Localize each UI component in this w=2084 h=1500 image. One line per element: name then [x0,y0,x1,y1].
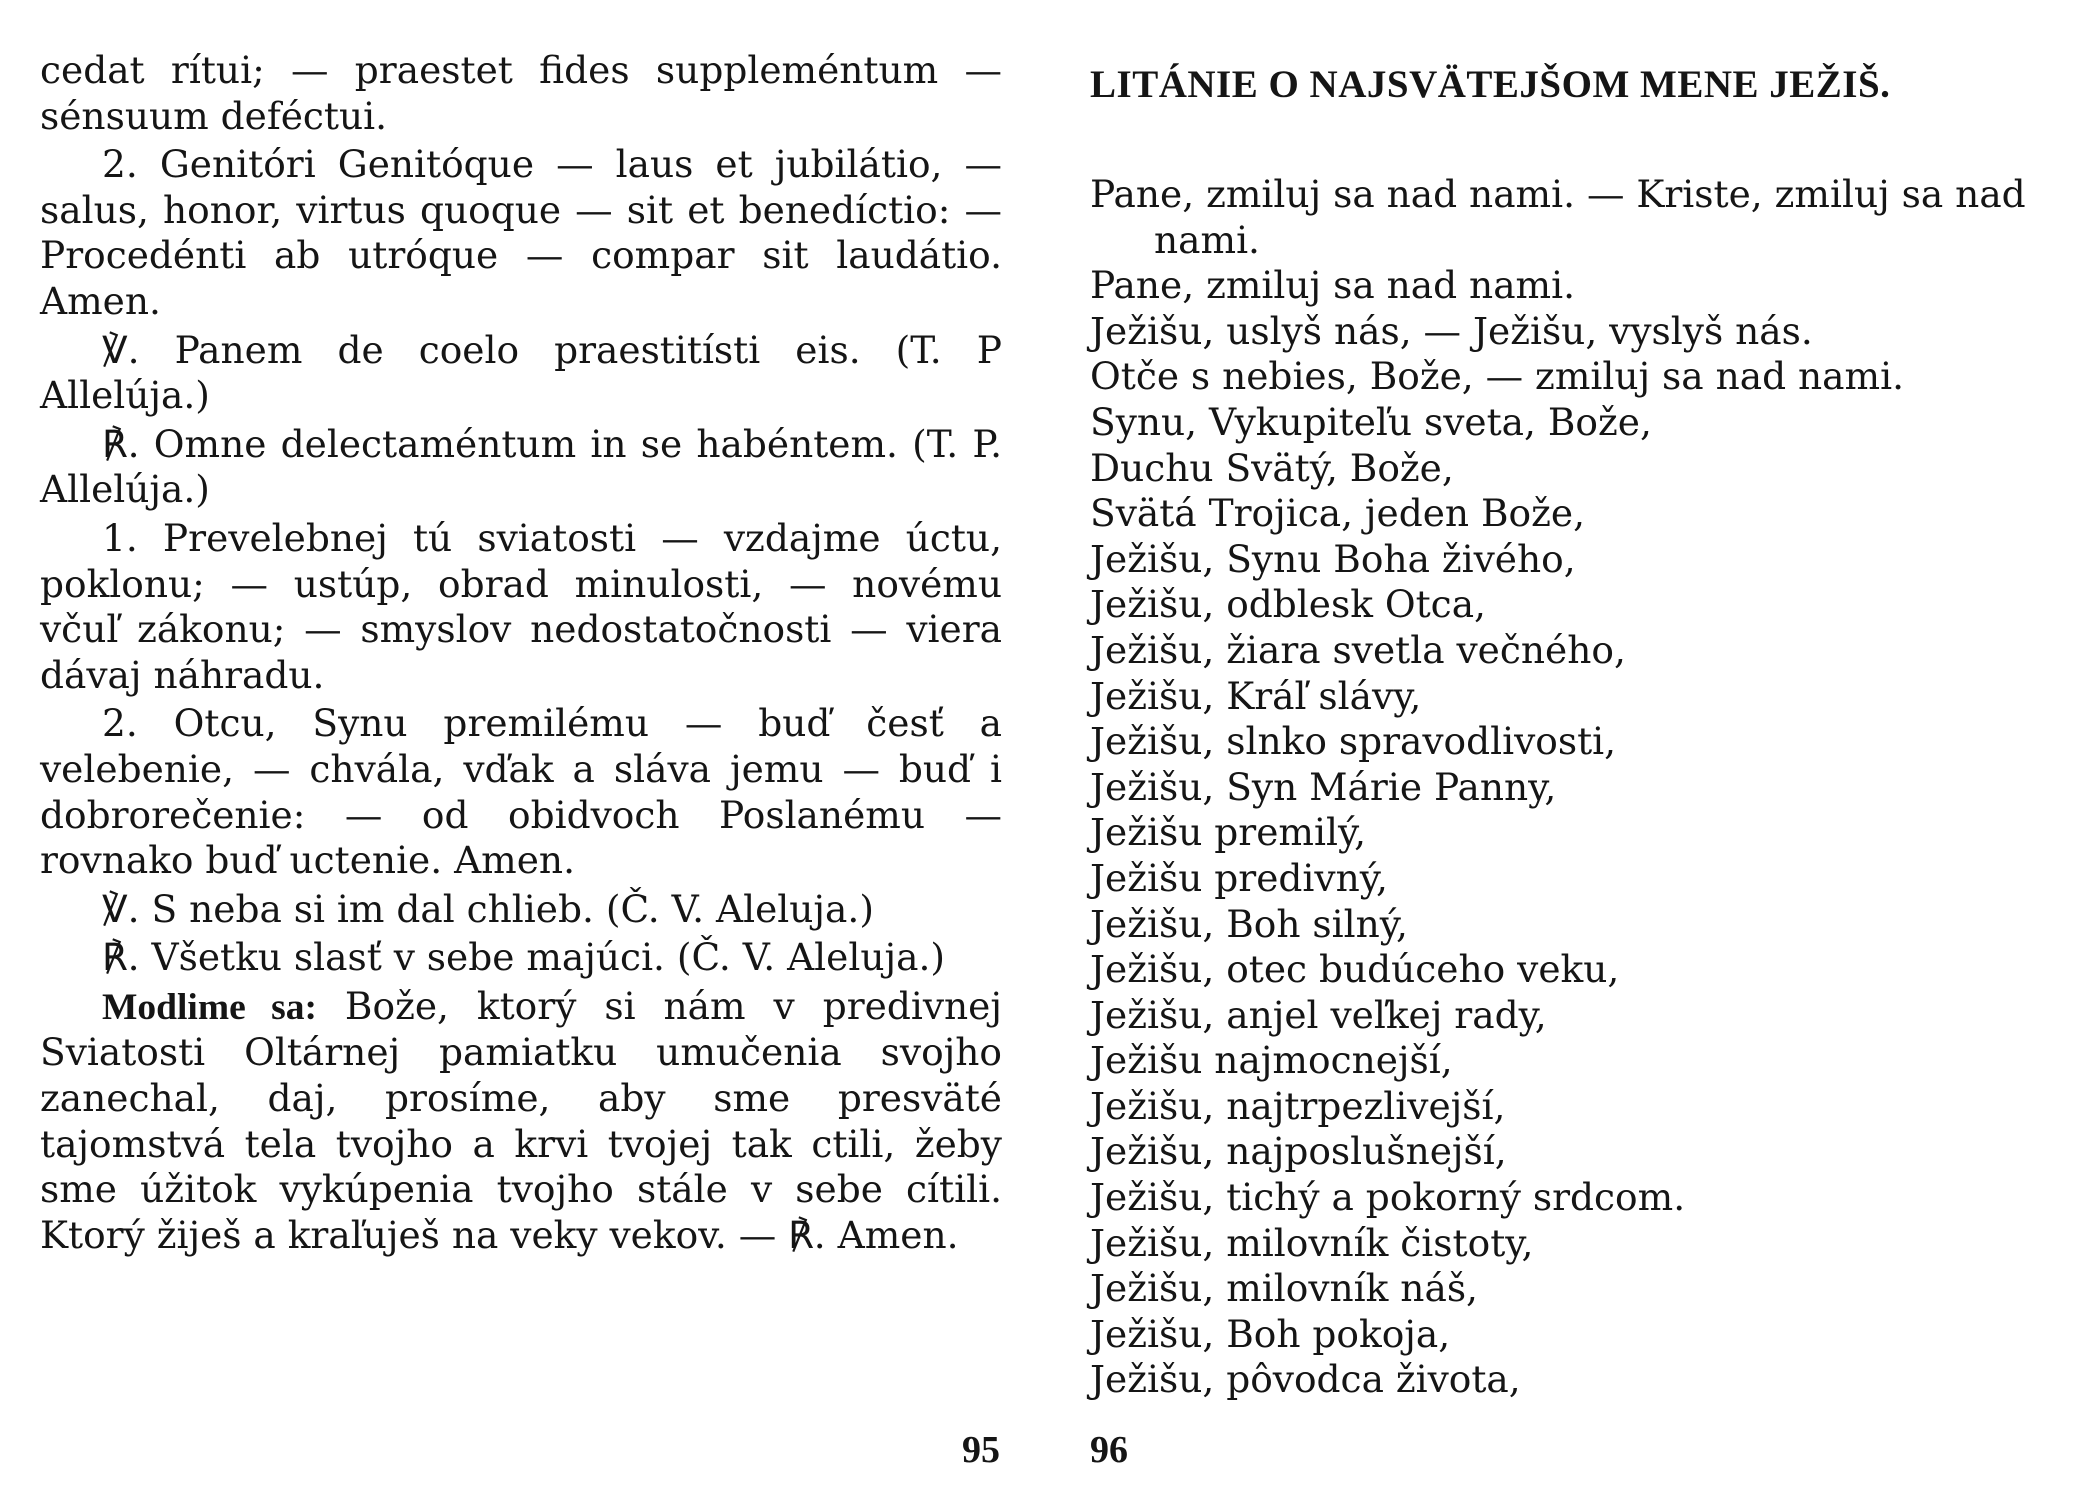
page-number-right: 96 [1090,1429,1128,1471]
litany-line: Ježišu, Syn Márie Panny, [1090,764,1557,809]
hymn-stanza-slovak-1: 1. Prevelebnej tú sviatosti — vzdajme úctu, poklonu; — ustúp, obrad minulosti, — novému včuľ zákonu; — smyslov nedostatočnosti — viera dávaj náhradu. [40,515,1002,697]
litany-line: Ježišu, najtrpezlivejší, [1090,1083,1506,1128]
litany-line: Ježišu, žiara svetla večného, [1090,627,1626,672]
litany-line: Ježišu, najposlušnejší, [1090,1129,1507,1174]
litany-line: Otče s nebies, Bože, — zmiluj sa nad nami. [1090,354,1904,399]
litany-line: Ježišu, Synu Boha živého, [1090,536,1576,581]
litany-line: Ježišu, anjel veľkej rady, [1090,992,1547,1037]
versicle-slovak: ℣. S neba si im dal chlieb. (Č. V. Aleluja.) [102,886,874,931]
left-page-text [40,48,1002,1261]
litany-line: Ježišu, Boh pokoja, [1090,1311,1451,1356]
prayer-lead: Modlime sa: [102,986,317,1028]
litany-line: Svätá Trojica, jeden Bože, [1090,491,1586,536]
response-latin: ℟. Omne delectaméntum in se habéntem. (T. P. Allelúja.) [40,421,1002,512]
litany-list [1090,172,2070,1403]
litany-line: Synu, Vykupiteľu sveta, Bože, [1090,399,1652,444]
hymn-stanza-latin-2: 2. Genitóri Genitóque — laus et jubilátio, — salus, honor, virtus quoque — sit et benedíctio: — Procedénti ab utróque — compar sit laudátio. Amen. [40,142,1002,323]
prayer-text: Bože, ktorý si nám v predivnej Sviatosti Oltárnej pamiatku umučenia svojho zanechal, daj, prosíme, aby sme presväté tajomstvá tela tvojho a krvi tvojej tak ctili, žeby sme úžitok vykúpenia tvojho stále v sebe cítili. Ktorý žiješ a kraľuješ na veky vekov. — ℟. Amen. [40,983,1002,1257]
litany-line: Ježišu, tichý a pokorný srdcom. [1090,1175,1686,1220]
litany-line: Ježišu, odblesk Otca, [1090,582,1486,627]
litany-line: Ježišu, Kráľ slávy, [1090,673,1422,718]
litany-line: Ježišu, milovník náš, [1090,1266,1478,1311]
response-slovak: ℟. Všetku slasť v sebe majúci. (Č. V. Aleluja.) [102,935,946,980]
right-page [1042,0,2084,1500]
litany-line: Ježišu, pôvodca života, [1090,1357,1521,1402]
litany-line: Ježišu najmocnejší, [1090,1038,1453,1083]
litany-line: Ježišu, Boh silný, [1090,901,1408,946]
litany-line: Pane, zmiluj sa nad nami. [1090,263,1576,308]
litany-line: Ježišu, slnko spravodlivosti, [1090,719,1617,764]
litany-line: Ježišu, otec budúceho veku, [1090,947,1620,992]
litany-line: Pane, zmiluj sa nad nami. — Kriste, zmiluj sa nad nami. [1090,172,2026,262]
litany-line: Ježišu premilý, [1090,810,1367,855]
versicle-latin: ℣. Panem de coelo praestitísti eis. (T. P Allelúja.) [40,327,1002,418]
litany-line: Ježišu, milovník čistoty, [1090,1220,1534,1265]
litany-line: Ježišu predivný, [1090,855,1388,900]
hymn-continuation: cedat rítui; — praestet fides suppleméntum — sénsuum deféctui. [40,48,1002,138]
litany-line: Duchu Svätý, Bože, [1090,445,1454,490]
page-number-left: 95 [962,1429,1000,1471]
litany-line: Ježišu, uslyš nás, — Ježišu, vyslyš nás. [1090,308,1813,353]
hymn-stanza-slovak-2: 2. Otcu, Synu premilému — buď česť a velebenie, — chvála, vďak a sláva jemu — buď i dobrorečenie: — od obidvoch Poslanému — rovnako buď uctenie. Amen. [40,701,1002,883]
litany-heading: LITÁNIE O NAJSVÄTEJŠOM MENE JEŽIŠ. [1090,63,1891,106]
closing-prayer [40,984,1002,1259]
